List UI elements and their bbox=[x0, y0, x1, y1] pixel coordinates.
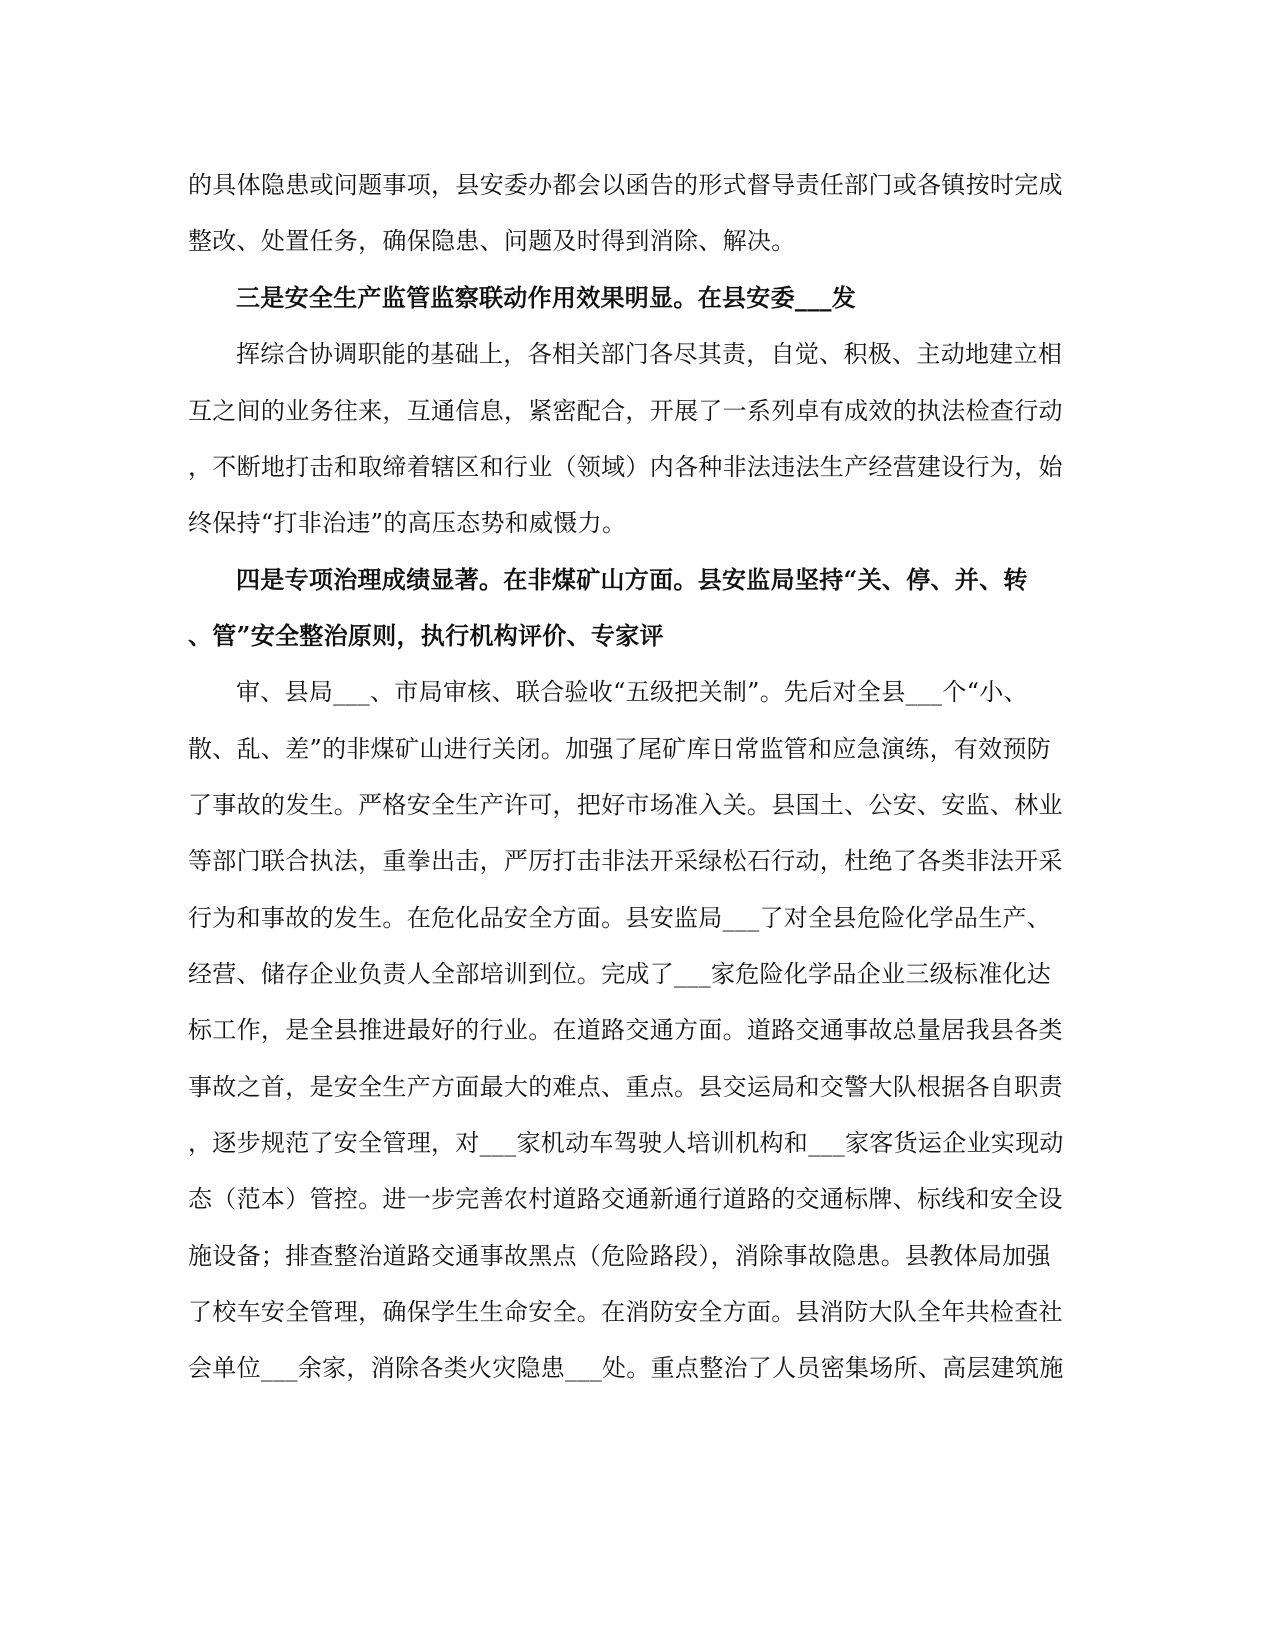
paragraph-heading: 三是安全生产监管监察联动作用效果明显。在县安委___发 bbox=[236, 283, 857, 312]
text-line: 态（范本）管控。进一步完善农村道路交通新通行道路的交通标牌、标线和安全设 bbox=[188, 1185, 1063, 1213]
text-line: ，逐步规范了安全管理，对___家机动车驾驶人培训机构和___家客货运企业实现动 bbox=[188, 1129, 1064, 1157]
text-line: ，不断地打击和取缔着辖区和行业（领域）内各种非法违法生产经营建设行为，始 bbox=[188, 453, 1063, 481]
text-line: 经营、储存企业负责人全部培训到位。完成了___家危险化学品企业三级标准化达 bbox=[188, 960, 1052, 988]
text-line: 等部门联合执法，重拳出击，严厉打击非法开采绿松石行动，杜绝了各类非法开采 bbox=[188, 847, 1063, 875]
text-line: 行为和事故的发生。在危化品安全方面。县安监局___了对全县危险化学品生产、 bbox=[188, 904, 1052, 932]
text-line: 了校车安全管理，确保学生生命安全。在消防安全方面。县消防大队全年共检查社 bbox=[188, 1298, 1063, 1326]
text-line: 了事故的发生。严格安全生产许可，把好市场准入关。县国土、公安、安监、林业 bbox=[188, 791, 1063, 819]
text-line: 施设备；排查整治道路交通事故黑点（危险路段），消除事故隐患。县教体局加强 bbox=[188, 1242, 1051, 1270]
text-line: 事故之首，是安全生产方面最大的难点、重点。县交运局和交警大队根据各自职责 bbox=[188, 1073, 1063, 1101]
text-line: 会单位___余家，消除各类火灾隐患___处。重点整治了人员密集场所、高层建筑施 bbox=[188, 1354, 1064, 1382]
text-line: 标工作，是全县推进最好的行业。在道路交通方面。道路交通事故总量居我县各类 bbox=[188, 1016, 1063, 1044]
paragraph-heading: 四是专项治理成绩显著。在非煤矿山方面。县安监局坚持“关、停、并、转 bbox=[236, 565, 1028, 594]
text-line: 互之间的业务往来，互通信息，紧密配合，开展了一系列卓有成效的执法检查行动 bbox=[188, 397, 1063, 425]
text-line: 终保持“打非治违”的高压态势和威慑力。 bbox=[188, 509, 627, 537]
text-line: 挥综合协调职能的基础上，各相关部门各尽其责，自觉、积极、主动地建立相 bbox=[236, 340, 1063, 368]
text-line: 整改、处置任务，确保隐患、问题及时得到消除、解决。 bbox=[188, 227, 796, 255]
text-line: 散、乱、差”的非煤矿山进行关闭。加强了尾矿库日常监管和应急演练，有效预防 bbox=[188, 735, 1052, 763]
text-line: 的具体隐患或问题事项，县安委办都会以函告的形式督导责任部门或各镇按时完成 bbox=[188, 171, 1063, 199]
text-line: 审、县局___、市局审核、联合验收“五级把关制”。先后对全县___个“小、 bbox=[236, 678, 1028, 706]
paragraph-heading-continued: 、管”安全整治原则，执行机构评价、专家评 bbox=[188, 621, 664, 650]
